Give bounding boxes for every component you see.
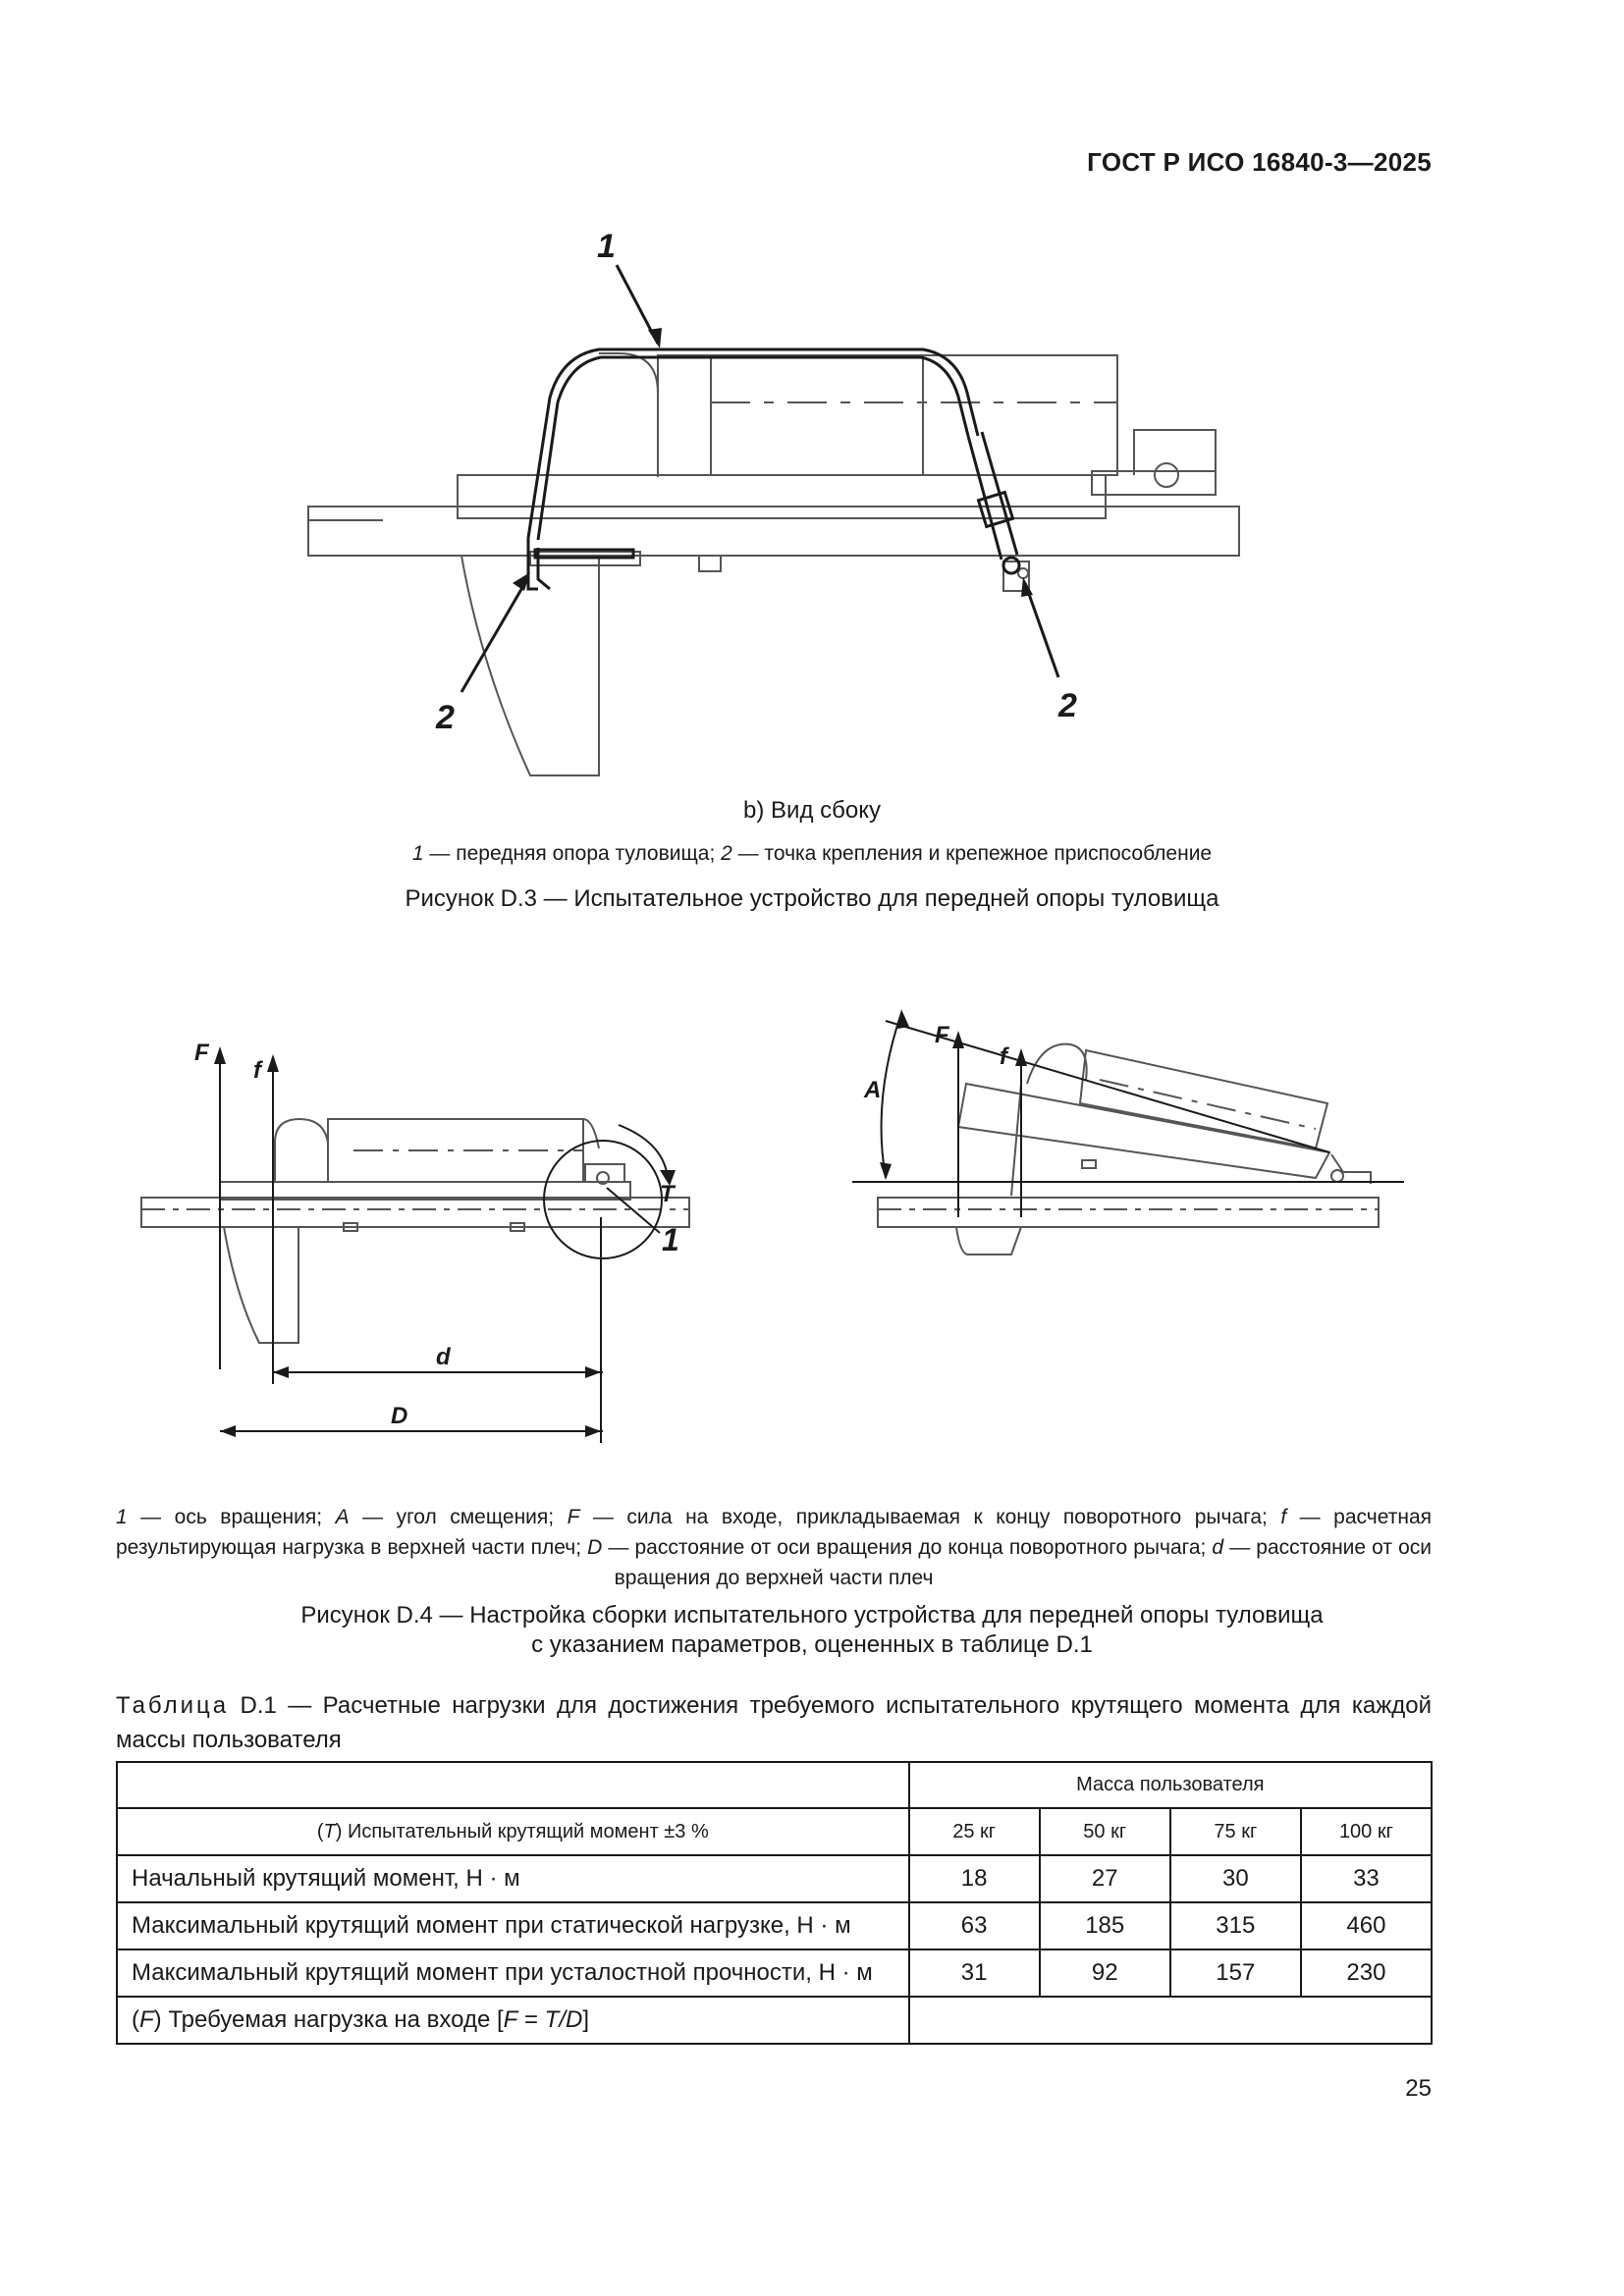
legend-key: A (335, 1506, 350, 1528)
table-column-header: 75 кг (1170, 1808, 1301, 1855)
legend-text: — точка крепления и крепежное приспособление (731, 842, 1213, 865)
table-row-label-required-load: (F) Требуемая нагрузка на входе [F = T/D] (117, 1997, 909, 2044)
legend-text: — сила на входе, прикладываемая к концу поворотного рычага; (579, 1506, 1281, 1528)
table-row-label: Максимальный крутящий момент при усталостной прочности, Н · м (117, 1949, 909, 1997)
figure-d4-caption-line-2: с указанием параметров, оцененных в таблице D.1 (531, 1631, 1093, 1658)
table-label: Таблица (116, 1692, 230, 1719)
legend-key: D (587, 1536, 603, 1559)
table-number: D.1 (229, 1692, 277, 1719)
figure-d4-legend (116, 1502, 1432, 1593)
legend-key: f (1280, 1506, 1287, 1528)
legend-key: 2 (721, 842, 732, 865)
legend-text: — расчетная результирующая нагрузка в верхней части плеч; (116, 1506, 1432, 1559)
document-id-header: ГОСТ Р ИСО 16840-3—2025 (1087, 147, 1432, 177)
table-cell-empty (909, 1997, 1432, 2044)
d3-callout-2-left: 2 (436, 699, 455, 736)
table-cell-empty (117, 1762, 909, 1808)
d4-label-d: d (436, 1344, 451, 1370)
d3-callout-2-right: 2 (1058, 687, 1077, 724)
figure-d3-caption: Рисунок D.3 — Испытательное устройство для передней опоры туловища (405, 885, 1219, 912)
legend-key: d (1212, 1536, 1224, 1559)
legend-key: 1 (411, 842, 424, 865)
table-cell: 92 (1040, 1949, 1170, 1997)
table-column-header: 25 кг (909, 1808, 1040, 1855)
formula-part: F (503, 2006, 518, 2033)
table-row (117, 1808, 1432, 1855)
table-cell: 230 (1301, 1949, 1432, 1997)
table-d1-caption (116, 1688, 1432, 1757)
force-symbol: F (139, 2006, 154, 2033)
d4-label-D: D (391, 1403, 408, 1429)
d3-callout-1: 1 (597, 228, 616, 265)
table-row (117, 1997, 1432, 2044)
formula-part: T/D (544, 2006, 583, 2033)
table-cell: 157 (1170, 1949, 1301, 1997)
d4-label-f-right: f (1000, 1043, 1007, 1070)
table-cell: 33 (1301, 1855, 1432, 1902)
legend-text: — ось вращения; (127, 1506, 336, 1528)
table-cell: 185 (1040, 1902, 1170, 1949)
table-row (117, 1902, 1432, 1949)
table-cell: 31 (909, 1949, 1040, 1997)
table-cell: 27 (1040, 1855, 1170, 1902)
table-row-label: Максимальный крутящий момент при статической нагрузке, Н · м (117, 1902, 909, 1949)
d4-label-F-right: F (935, 1022, 949, 1048)
table-column-header: 100 кг (1301, 1808, 1432, 1855)
table-cell: 315 (1170, 1902, 1301, 1949)
figure-d3-subcaption: b) Вид сбоку (743, 797, 881, 824)
row-text: Требуемая нагрузка на входе [ (161, 2006, 504, 2033)
d4-label-F-left: F (194, 1040, 209, 1066)
d4-label-A: A (864, 1077, 882, 1103)
legend-text: — расстояние от оси вращения до конца поворотного рычага; (602, 1536, 1213, 1559)
table-row-label: Начальный крутящий момент, Н · м (117, 1855, 909, 1902)
formula-part: ] (582, 2006, 589, 2033)
table-column-header: 50 кг (1040, 1808, 1170, 1855)
table-cell: 30 (1170, 1855, 1301, 1902)
table-cell: 460 (1301, 1902, 1432, 1949)
figure-d4-caption-line-1: Рисунок D.4 — Настройка сборки испытательного устройства для передней опоры туловища (300, 1602, 1324, 1629)
row-header-text: Испытательный крутящий момент ±3 % (342, 1820, 709, 1842)
legend-text: — угол смещения; (349, 1506, 568, 1528)
d4-callout-1: 1 (662, 1222, 679, 1257)
d4-label-T: T (660, 1181, 675, 1207)
page-number: 25 (1405, 2075, 1432, 2102)
table-row (117, 1949, 1432, 1997)
d4-label-f-left: f (253, 1057, 261, 1084)
table-row (117, 1762, 1432, 1808)
torque-symbol: T (323, 1820, 336, 1842)
formula-part: = (517, 2006, 545, 2033)
table-row (117, 1855, 1432, 1902)
table-group-header: Масса пользователя (909, 1762, 1432, 1808)
legend-text: — передняя опора туловища; (423, 842, 722, 865)
table-cell: 18 (909, 1855, 1040, 1902)
table-d1 (116, 1761, 1433, 2045)
table-title: — Расчетные нагрузки для достижения требуемого испытательного крутящего момента для каждой массы пользователя (116, 1692, 1433, 1753)
legend-key: 1 (116, 1506, 128, 1528)
legend-key: F (567, 1506, 580, 1528)
table-row-header: (T) Испытательный крутящий момент ±3 % (117, 1808, 909, 1855)
table-cell: 63 (909, 1902, 1040, 1949)
legend-text: — расстояние от оси вращения до верхней части плеч (614, 1536, 1432, 1589)
